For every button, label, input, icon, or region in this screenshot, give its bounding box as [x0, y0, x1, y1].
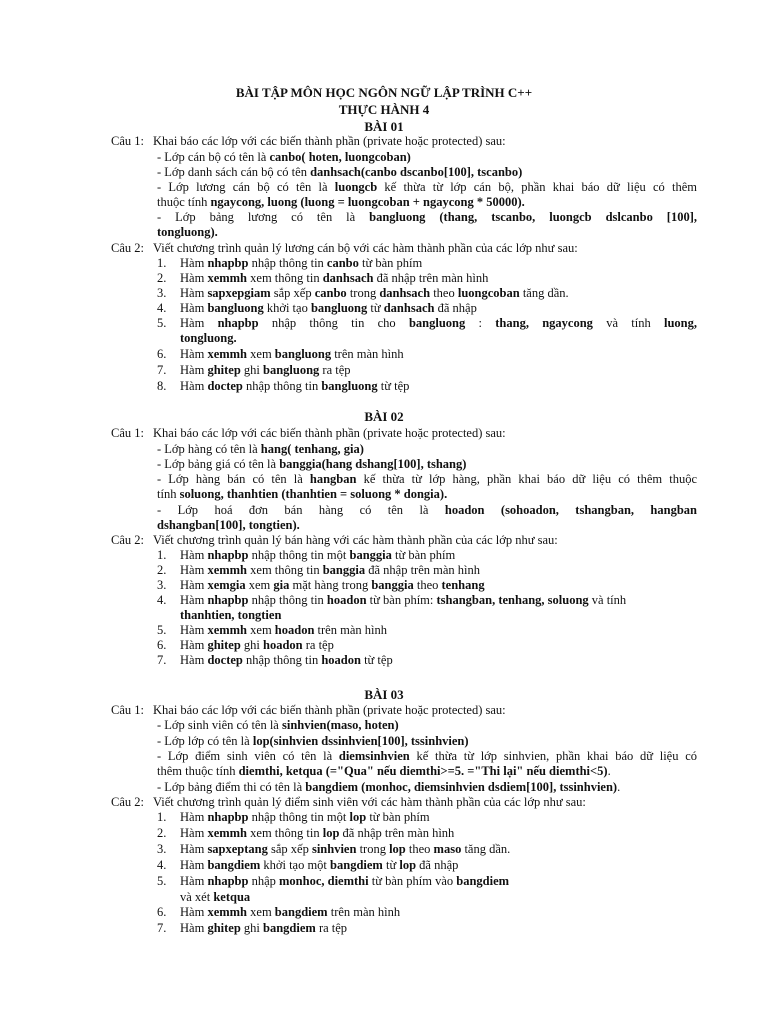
plain-text: trên màn hình: [331, 347, 404, 361]
plain-text: kế thừa từ lớp hàng, phần khai báo dữ liệu có thêm thuộc: [356, 472, 697, 486]
identifier-text: doctep: [207, 379, 243, 393]
plain-text: nhập thông tin cho: [258, 316, 409, 330]
function-item: [180, 548, 697, 563]
function-item: [180, 316, 697, 331]
identifier-text: doctep: [207, 653, 243, 667]
identifier-text: soluong, thanhtien (thanhtien = soluong * dongia).: [179, 487, 448, 501]
class-line: [157, 442, 697, 457]
function-item: [180, 653, 697, 668]
plain-text: ra tệp: [319, 363, 351, 377]
identifier-text: lop: [322, 826, 340, 840]
identifier-text: bangdiem: [263, 921, 316, 935]
identifier-text: luong,: [663, 316, 697, 330]
plain-text: nhập thông tin một: [248, 548, 350, 562]
identifier-text: ghitep: [207, 363, 241, 377]
class-line: [157, 150, 697, 165]
plain-text: xem thông tin: [247, 563, 323, 577]
identifier-text: ghitep: [207, 921, 241, 935]
plain-text: thêm thuộc tính: [157, 764, 239, 778]
class-line: [157, 165, 697, 180]
function-item: [180, 286, 697, 301]
plain-text: nhập thông tin một: [248, 810, 350, 824]
identifier-text: bangluong (thang, tscanbo, luongcb dslcanbo [100],: [369, 210, 698, 224]
identifier-text: danhsach: [322, 271, 374, 285]
plain-text: trên màn hình: [314, 623, 387, 637]
question-1-text: Khai báo các lớp với các biến thành phần (private hoặc protected) sau:: [153, 426, 506, 440]
plain-text: từ bàn phím: [366, 810, 430, 824]
plain-text: Hàm: [180, 316, 218, 330]
identifier-text: sapxeptang: [207, 842, 268, 856]
plain-text: - Lớp bảng điểm thi có tên là: [157, 780, 306, 794]
function-item: [180, 379, 697, 394]
plain-text: Hàm: [180, 653, 208, 667]
list-number: 6.: [157, 347, 167, 361]
plain-text: xem thông tin: [247, 826, 323, 840]
plain-text: Hàm: [180, 826, 208, 840]
list-number: 7.: [157, 921, 167, 935]
list-number: 7.: [157, 363, 167, 377]
plain-text: ghi: [240, 363, 264, 377]
identifier-text: canbo( hoten, luongcoban): [269, 150, 411, 164]
plain-text: mặt hàng trong: [289, 578, 372, 592]
section-heading-2: BÀI 02: [364, 409, 404, 424]
plain-text: - Lớp hoá đơn bán hàng có tên là: [157, 503, 445, 517]
identifier-text: lop(sinhvien dssinhvien[100], tssinhvien): [252, 734, 469, 748]
identifier-text: hoadon: [263, 638, 303, 652]
plain-text: Hàm: [180, 578, 208, 592]
identifier-text: nhapbp: [207, 874, 249, 888]
identifier-text: tshangban, tenhang, soluong: [436, 593, 589, 607]
plain-text: đã nhập trên màn hình: [373, 271, 489, 285]
plain-text: - Lớp bảng lương có tên là: [157, 210, 370, 224]
identifier-text: bangdiem (monhoc, diemsinhvien dsdiem[100], tssinhvien): [305, 780, 618, 794]
identifier-text: sapxepgiam: [207, 286, 271, 300]
function-item: [180, 256, 697, 271]
class-line: [157, 749, 697, 764]
function-item: [180, 593, 697, 608]
function-item: [180, 301, 697, 316]
identifier-text: canbo: [314, 286, 347, 300]
plain-text: Hàm: [180, 623, 208, 637]
list-number: 3.: [157, 286, 167, 300]
plain-text: thuộc tính: [157, 195, 211, 209]
function-item: [180, 842, 697, 857]
class-line: [157, 764, 697, 779]
plain-text: Hàm: [180, 858, 208, 872]
plain-text: - Lớp lớp có tên là: [157, 734, 253, 748]
plain-text: theo: [405, 842, 434, 856]
plain-text: nhập: [248, 874, 280, 888]
identifier-text: banggia: [349, 548, 392, 562]
identifier-text: banggia: [371, 578, 414, 592]
plain-text: :: [465, 316, 496, 330]
identifier-text: gia: [273, 578, 290, 592]
plain-text: Hàm: [180, 271, 208, 285]
question-2-text: Viết chương trình quản lý lương cán bộ với các hàm thành phần của các lớp như sau:: [153, 241, 578, 255]
plain-text: Hàm: [180, 905, 208, 919]
plain-text: tăng dần.: [461, 842, 511, 856]
class-line: [157, 518, 697, 533]
list-number: 8.: [157, 379, 167, 393]
plain-text: sắp xếp: [270, 286, 315, 300]
identifier-text: ghitep: [207, 638, 241, 652]
plain-text: kế thừa từ lớp sinhvien, phần khai báo dữ liệu có: [409, 749, 698, 763]
class-line: [157, 718, 697, 733]
list-number: 2.: [157, 271, 167, 285]
question-2-label: Câu 2:: [111, 795, 144, 809]
plain-text: đã nhập: [416, 858, 459, 872]
function-item: [180, 638, 697, 653]
plain-text: kế thừa từ lớp cán bộ, phần khai báo dữ liệu có thêm: [377, 180, 698, 194]
identifier-text: bangluong: [274, 347, 332, 361]
identifier-text: canbo: [326, 256, 359, 270]
plain-text: Hàm: [180, 874, 208, 888]
plain-text: từ bàn phím: [358, 256, 423, 270]
identifier-text: nhapbp: [207, 810, 249, 824]
identifier-text: diemthi, ketqua (="Qua" nếu diemthi>=5. ="Thi lại" nếu diemthi<5): [238, 764, 608, 778]
identifier-text: bangdiem: [274, 905, 328, 919]
class-line: [157, 503, 697, 518]
plain-text: đã nhập trên màn hình: [365, 563, 481, 577]
identifier-text: banggia: [322, 563, 366, 577]
list-number: 7.: [157, 653, 167, 667]
identifier-text: danhsach: [383, 301, 435, 315]
plain-text: Hàm: [180, 842, 208, 856]
list-number: 4.: [157, 593, 167, 607]
plain-text: - Lớp hàng có tên là: [157, 442, 261, 456]
plain-text: từ bàn phím: [391, 548, 456, 562]
identifier-text: lop: [389, 842, 406, 856]
list-number: 5.: [157, 874, 167, 888]
plain-text: từ bàn phím:: [366, 593, 437, 607]
plain-text: và xét: [180, 890, 214, 904]
identifier-text: nhapbp: [207, 593, 249, 607]
class-line: [157, 734, 697, 749]
function-item: [180, 623, 697, 638]
plain-text: nhập thông tin: [248, 256, 327, 270]
identifier-text: diemsinhvien: [338, 749, 410, 763]
identifier-text: hangban: [309, 472, 357, 486]
plain-text: Hàm: [180, 379, 208, 393]
class-line: [157, 210, 697, 225]
identifier-text: danhsach(canbo dscanbo[100], tscanbo): [310, 165, 523, 179]
plain-text: - Lớp lương cán bộ có tên là: [157, 180, 335, 194]
list-number: 3.: [157, 578, 167, 592]
section-heading-1: BÀI 01: [364, 119, 404, 134]
plain-text: nhập thông tin: [248, 593, 327, 607]
list-number: 2.: [157, 826, 167, 840]
identifier-text: lop: [399, 858, 417, 872]
plain-text: xem: [247, 623, 275, 637]
identifier-text: luongcb: [334, 180, 378, 194]
identifier-text: tenhang: [441, 578, 485, 592]
plain-text: đã nhập: [434, 301, 477, 315]
plain-text: từ tệp: [360, 653, 393, 667]
list-number: 1.: [157, 810, 167, 824]
identifier-text: hoadon (sohoadon, tshangban, hangban: [444, 503, 697, 517]
list-number: 3.: [157, 842, 167, 856]
doc-subtitle: THỰC HÀNH 4: [338, 102, 430, 117]
identifier-text: hoadon: [326, 593, 367, 607]
function-item: [180, 810, 697, 825]
identifier-text: bangluong: [263, 363, 320, 377]
identifier-text: ketqua: [213, 890, 251, 904]
plain-text: - Lớp điểm sinh viên có tên là: [157, 749, 339, 763]
plain-text: ra tệp: [315, 921, 348, 935]
plain-text: đã nhập trên màn hình: [339, 826, 455, 840]
class-line: [157, 180, 697, 195]
identifier-text: dshangban[100], tongtien).: [157, 518, 300, 532]
question-2-text: Viết chương trình quản lý bán hàng với các hàm thành phần của các lớp như sau:: [153, 533, 558, 547]
plain-text: Hàm: [180, 563, 208, 577]
question-1-text: Khai báo các lớp với các biến thành phần (private hoặc protected) sau:: [153, 134, 506, 148]
question-2-label: Câu 2:: [111, 533, 144, 547]
question-1-label: Câu 1:: [111, 426, 144, 440]
function-item: [180, 921, 697, 936]
identifier-text: sinhvien(maso, hoten): [281, 718, 399, 732]
plain-text: Hàm: [180, 286, 208, 300]
identifier-text: xemmh: [207, 905, 248, 919]
identifier-text: thanhtien, tongtien: [180, 608, 282, 622]
question-1-label: Câu 1:: [111, 703, 144, 717]
identifier-text: monhoc, diemthi: [279, 874, 369, 888]
question-1-text: Khai báo các lớp với các biến thành phần (private hoặc protected) sau:: [153, 703, 506, 717]
function-item: [180, 826, 697, 841]
identifier-text: xemmh: [207, 563, 248, 577]
identifier-text: sinhvien: [311, 842, 357, 856]
identifier-text: bangdiem: [330, 858, 383, 872]
plain-text: Hàm: [180, 548, 208, 562]
identifier-text: nhapbp: [207, 256, 249, 270]
function-item: [180, 905, 697, 920]
list-number: 6.: [157, 905, 167, 919]
list-number: 2.: [157, 563, 167, 577]
list-number: 6.: [157, 638, 167, 652]
function-item: [180, 890, 697, 905]
list-number: 5.: [157, 316, 167, 330]
identifier-text: thang, ngaycong: [495, 316, 593, 330]
identifier-text: luongcoban: [457, 286, 520, 300]
identifier-text: hoadon: [274, 623, 315, 637]
list-number: 4.: [157, 301, 167, 315]
plain-text: .: [617, 780, 621, 794]
plain-text: Hàm: [180, 301, 208, 315]
plain-text: Hàm: [180, 593, 208, 607]
question-2-text: Viết chương trình quản lý điểm sinh viên với các hàm thành phần của các lớp như sau:: [153, 795, 586, 809]
plain-text: - Lớp sinh viên có tên là: [157, 718, 282, 732]
question-1-label: Câu 1:: [111, 134, 144, 148]
plain-text: - Lớp bảng giá có tên là: [157, 457, 280, 471]
class-line: [157, 195, 697, 210]
function-item: [180, 271, 697, 286]
function-item: [180, 563, 697, 578]
class-line: [157, 457, 697, 472]
identifier-text: xemmh: [207, 623, 248, 637]
plain-text: tính: [157, 487, 180, 501]
identifier-text: tongluong.: [180, 331, 237, 345]
plain-text: trong: [356, 842, 390, 856]
plain-text: sắp xếp: [267, 842, 312, 856]
function-item: [180, 608, 697, 623]
plain-text: nhập thông tin: [242, 379, 322, 393]
list-number: 1.: [157, 256, 167, 270]
class-line: [157, 472, 697, 487]
plain-text: .: [607, 764, 611, 778]
function-item: [180, 578, 697, 593]
plain-text: xem thông tin: [247, 271, 323, 285]
list-number: 4.: [157, 858, 167, 872]
function-item: [180, 363, 697, 378]
identifier-text: xemmh: [207, 347, 248, 361]
identifier-text: bangdiem: [207, 858, 261, 872]
plain-text: Hàm: [180, 347, 208, 361]
plain-text: trên màn hình: [327, 905, 401, 919]
plain-text: ra tệp: [302, 638, 334, 652]
plain-text: và tính: [588, 593, 627, 607]
list-number: 5.: [157, 623, 167, 637]
class-line: [157, 487, 697, 502]
plain-text: và tính: [592, 316, 664, 330]
plain-text: tăng dần.: [519, 286, 569, 300]
section-heading-3: BÀI 03: [364, 687, 404, 702]
identifier-text: nhapbp: [207, 548, 249, 562]
plain-text: từ: [367, 301, 384, 315]
list-number: 1.: [157, 548, 167, 562]
question-2-label: Câu 2:: [111, 241, 144, 255]
identifier-text: bangdiem: [456, 874, 510, 888]
doc-title: BÀI TẬP MÔN HỌC NGÔN NGỮ LẬP TRÌNH C++: [235, 85, 533, 100]
plain-text: theo: [413, 578, 442, 592]
plain-text: ghi: [240, 921, 264, 935]
plain-text: theo: [430, 286, 458, 300]
plain-text: Hàm: [180, 921, 208, 935]
plain-text: xem: [247, 905, 275, 919]
class-line: [157, 780, 697, 795]
plain-text: Hàm: [180, 363, 208, 377]
identifier-text: hang( tenhang, gia): [260, 442, 364, 456]
plain-text: từ: [382, 858, 400, 872]
identifier-text: banggia(hang dshang[100], tshang): [279, 457, 467, 471]
identifier-text: nhapbp: [217, 316, 259, 330]
plain-text: từ tệp: [377, 379, 410, 393]
plain-text: khởi tạo: [263, 301, 311, 315]
identifier-text: danhsach: [379, 286, 431, 300]
plain-text: khởi tạo một: [260, 858, 331, 872]
function-item: [180, 874, 697, 889]
identifier-text: tongluong).: [157, 225, 218, 239]
plain-text: xem: [247, 347, 275, 361]
identifier-text: lop: [349, 810, 367, 824]
plain-text: từ bàn phím vào: [368, 874, 457, 888]
identifier-text: maso: [433, 842, 462, 856]
plain-text: trong: [346, 286, 380, 300]
identifier-text: hoadon: [321, 653, 361, 667]
plain-text: Hàm: [180, 810, 208, 824]
identifier-text: bangluong: [310, 301, 368, 315]
function-item: [180, 347, 697, 362]
identifier-text: bangluong: [207, 301, 264, 315]
class-line: [157, 225, 697, 240]
plain-text: Hàm: [180, 256, 208, 270]
plain-text: - Lớp hàng bán có tên là: [157, 472, 310, 486]
identifier-text: xemgia: [207, 578, 246, 592]
identifier-text: bangluong: [321, 379, 378, 393]
plain-text: Hàm: [180, 638, 208, 652]
identifier-text: bangluong: [408, 316, 466, 330]
function-item: [180, 858, 697, 873]
identifier-text: xemmh: [207, 271, 248, 285]
plain-text: - Lớp cán bộ có tên là: [157, 150, 270, 164]
identifier-text: ngaycong, luong (luong = luongcoban + ngaycong * 50000).: [210, 195, 525, 209]
plain-text: ghi: [240, 638, 264, 652]
function-item: [180, 331, 697, 346]
plain-text: - Lớp danh sách cán bộ có tên: [157, 165, 311, 179]
plain-text: nhập thông tin: [242, 653, 322, 667]
identifier-text: xemmh: [207, 826, 248, 840]
plain-text: xem: [245, 578, 274, 592]
